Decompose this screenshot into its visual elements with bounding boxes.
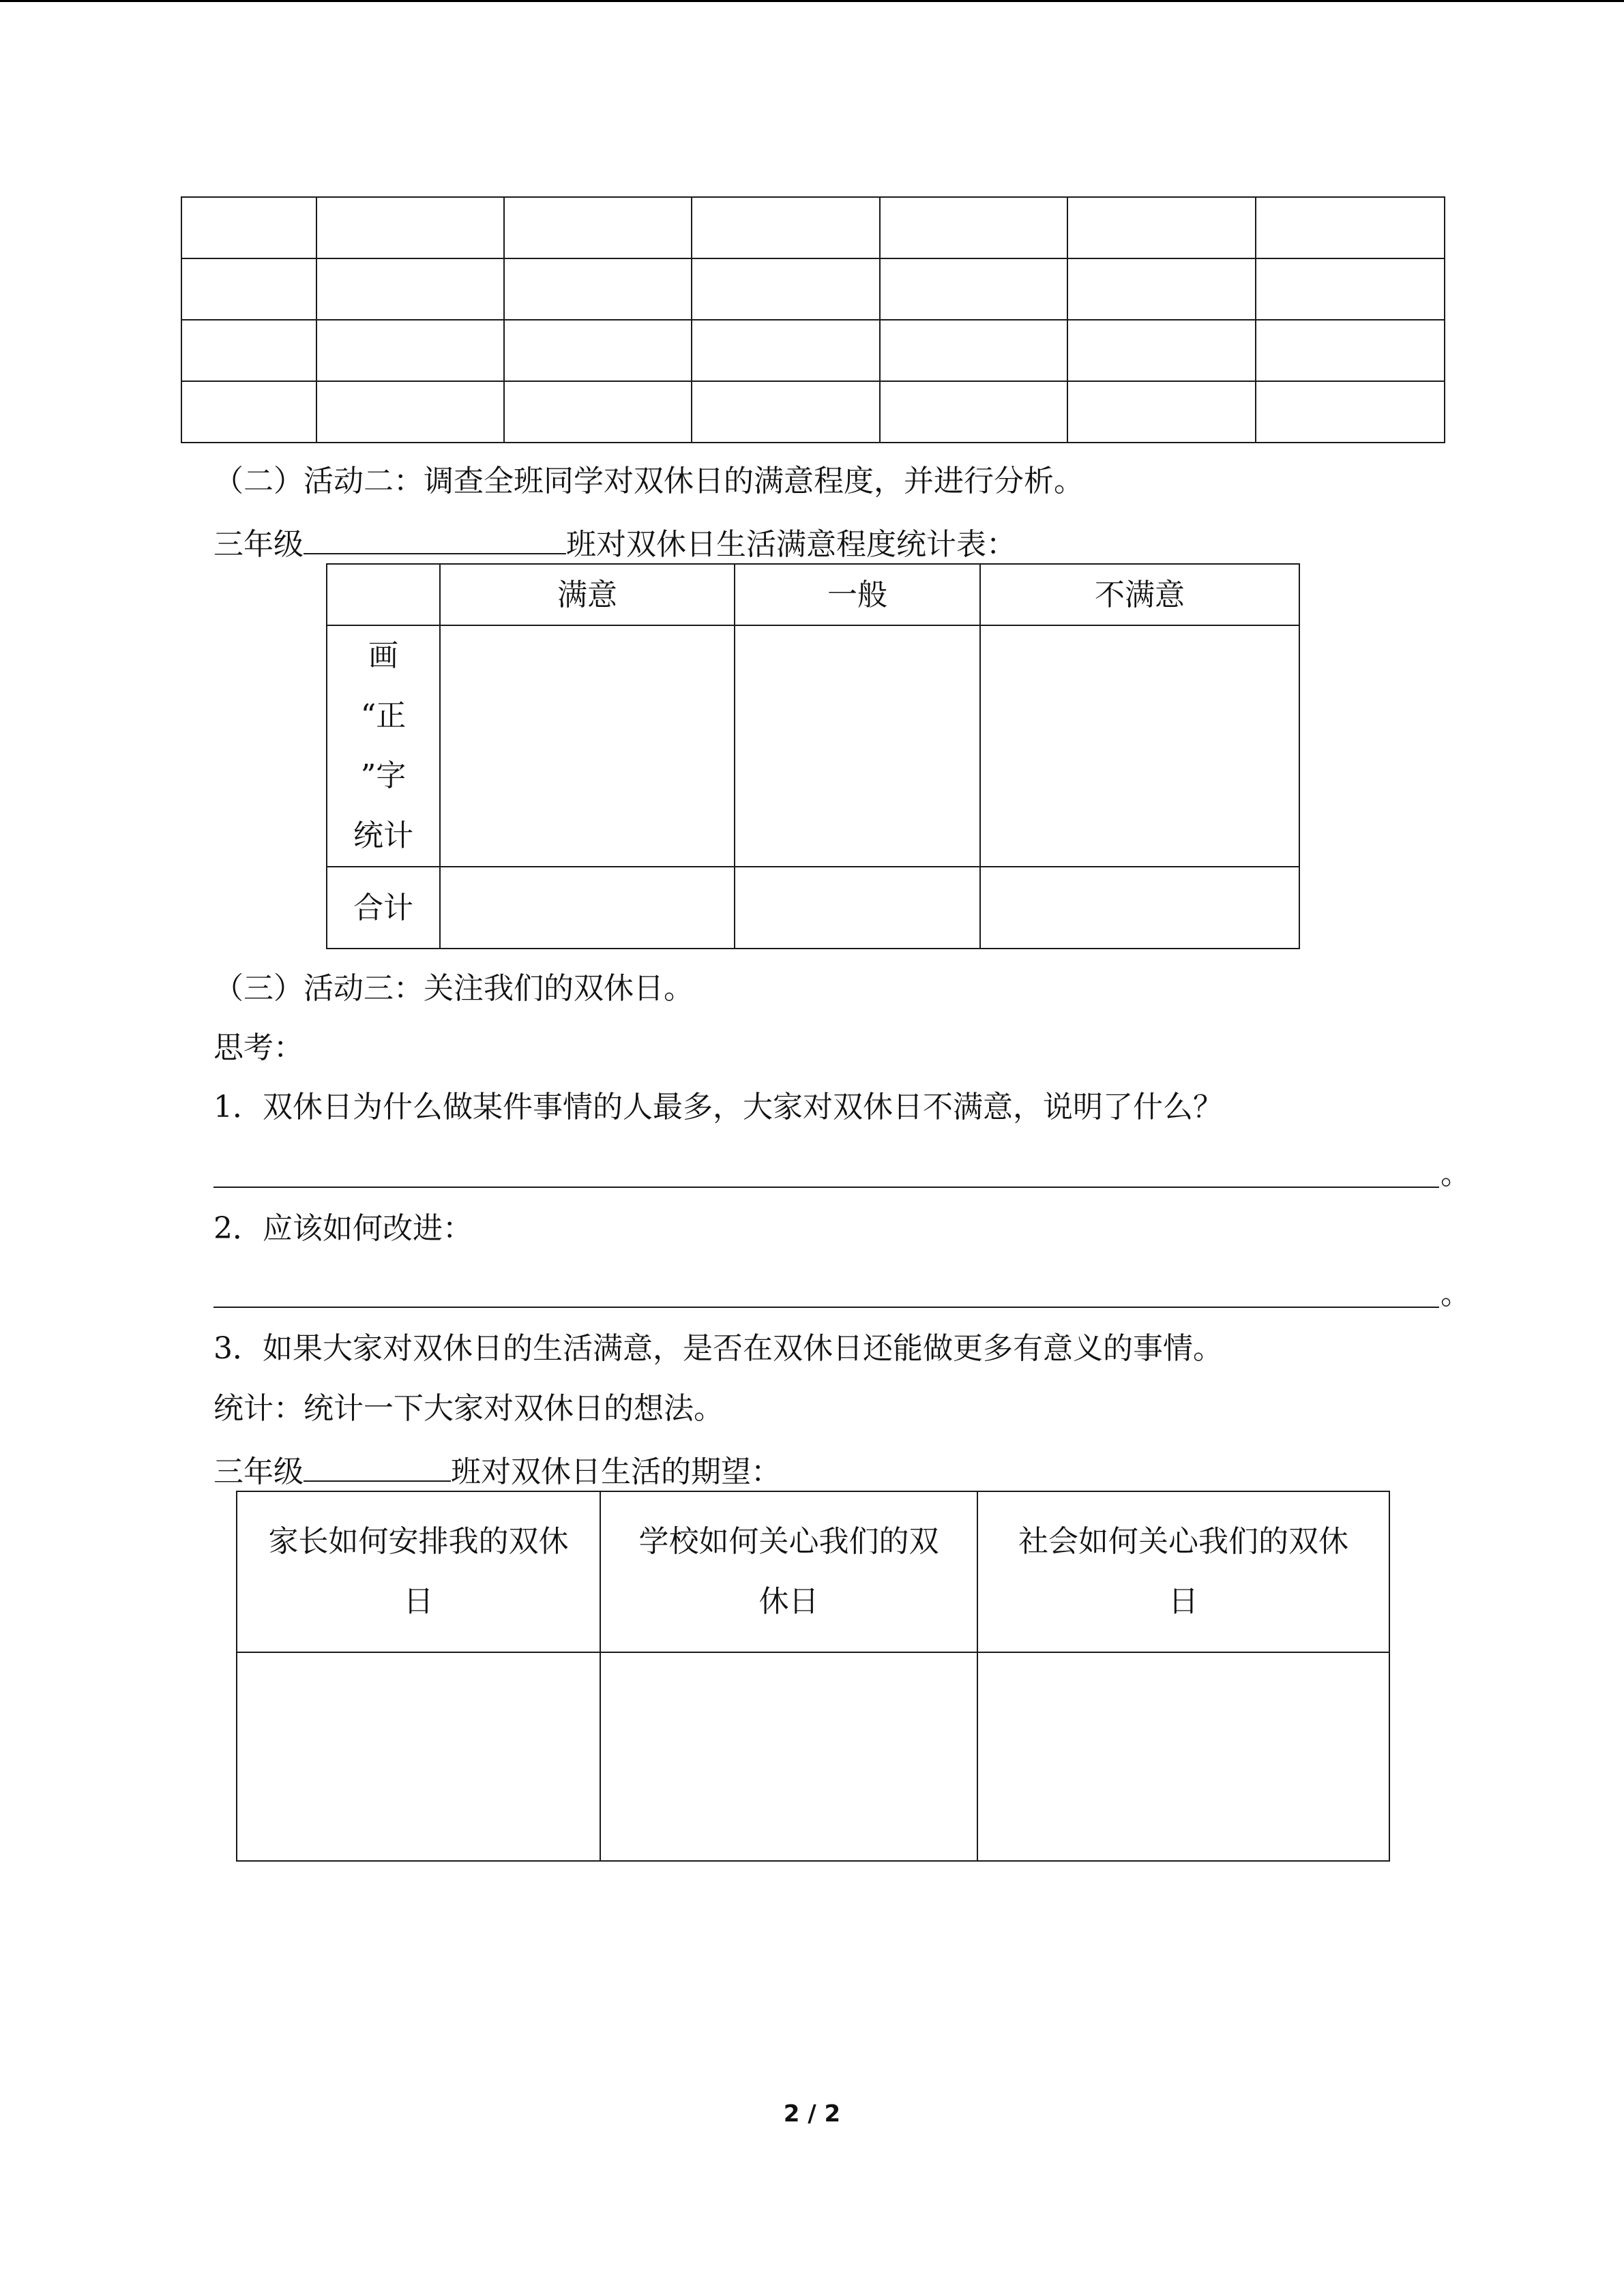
table-row [327,867,1299,949]
table-cell[interactable] [181,197,316,258]
table-cell[interactable] [880,381,1067,443]
expectation-table-title [213,1450,781,1491]
class-number-blank[interactable] [304,523,566,554]
row-header-tally [327,625,440,867]
satisfaction-table-title [213,523,1016,563]
table-row [181,197,1445,258]
page-number: 2 / 2 [783,2100,841,2128]
table-cell[interactable] [1256,381,1445,443]
table-cell[interactable] [880,258,1067,320]
table-header-row [237,1491,1389,1652]
table-cell[interactable] [1067,258,1256,320]
activity-three-heading: （三）活动三：关注我们的双休日。 [213,971,694,1006]
table-row [237,1652,1389,1861]
satisfaction-stats-table [326,563,1300,949]
table-cell[interactable] [1256,320,1445,381]
table-cell[interactable] [504,197,692,258]
table-row [181,258,1445,320]
table-header-row [327,564,1299,625]
stats-line: 统计：统计一下大家对双休日的想法。 [213,1391,724,1426]
table-cell[interactable] [692,258,880,320]
header-parents [237,1491,600,1652]
tally-cell-satisfied[interactable] [440,625,735,867]
question-2: 2．应该如何改进： [213,1211,473,1246]
row-header-line: ”字 [360,758,407,793]
tally-cell-neutral[interactable] [735,625,980,867]
table-row [327,625,1299,867]
row-header-total: 合计 [327,867,440,949]
table-cell[interactable] [181,381,316,443]
column-header-unsatisfied: 不满意 [980,564,1299,625]
class-suffix-label: 班对双休日生活的期望： [451,1455,781,1489]
activity-two-heading: （二）活动二：调查全班同学对双休日的满意程度，并进行分析。 [213,464,1084,498]
answer-cell-school[interactable] [600,1652,977,1861]
question-1: 1．双休日为什么做某件事情的人最多，大家对双休日不满意，说明了什么？ [213,1090,1223,1124]
tally-cell-unsatisfied[interactable] [980,625,1299,867]
row-header-line: “正 [360,698,407,733]
page-top-border [0,0,1624,2]
row-header-line: 画 [368,638,398,673]
table-cell[interactable] [1256,197,1445,258]
table-cell[interactable] [692,197,880,258]
table-cell[interactable] [504,381,692,443]
row-header-line: 统计 [353,818,413,853]
table-cell[interactable] [692,381,880,443]
header-line: 日 [403,1584,434,1619]
activity-one-table-continuation [181,196,1445,443]
class-suffix-label: 班对双休日生活满意程度统计表： [566,527,1016,562]
answer-cell-society[interactable] [977,1652,1389,1861]
table-cell[interactable] [692,320,880,381]
table-cell[interactable] [316,381,504,443]
table-cell[interactable] [181,258,316,320]
table-row [181,320,1445,381]
table-cell[interactable] [316,258,504,320]
answer-2-line[interactable] [213,1307,1439,1308]
class-prefix-label: 三年级 [213,1455,304,1489]
table-cell[interactable] [504,258,692,320]
table-cell[interactable] [880,320,1067,381]
table-cell[interactable] [316,320,504,381]
header-line: 休日 [758,1584,819,1619]
answer-1-line[interactable] [213,1187,1439,1188]
expectation-table [236,1491,1390,1862]
question-3: 3．如果大家对双休日的生活满意，是否在双休日还能做更多有意义的事情。 [213,1331,1223,1366]
answer-2-end-mark: 。 [1441,1277,1471,1311]
table-cell[interactable] [1067,381,1256,443]
table-cell[interactable] [1067,320,1256,381]
header-society [977,1491,1389,1652]
table-cell[interactable] [316,197,504,258]
table-cell[interactable] [1067,197,1256,258]
table-cell[interactable] [880,197,1067,258]
header-line: 学校如何关心我们的双 [638,1524,939,1559]
total-cell-neutral[interactable] [735,867,980,949]
header-empty-cell [327,564,440,625]
table-cell[interactable] [504,320,692,381]
table-row [181,381,1445,443]
answer-1-end-mark: 。 [1441,1157,1471,1191]
table-cell[interactable] [1256,258,1445,320]
class-number-blank[interactable] [304,1450,451,1482]
class-prefix-label: 三年级 [213,527,304,562]
table-cell[interactable] [181,320,316,381]
answer-cell-parents[interactable] [237,1652,600,1861]
header-school [600,1491,977,1652]
total-cell-unsatisfied[interactable] [980,867,1299,949]
header-line: 社会如何关心我们的双休 [1018,1524,1348,1559]
column-header-neutral: 一般 [735,564,980,625]
header-line: 家长如何安排我的双休 [268,1524,569,1559]
column-header-satisfied: 满意 [440,564,735,625]
think-label: 思考： [213,1030,304,1065]
total-cell-satisfied[interactable] [440,867,735,949]
header-line: 日 [1168,1584,1198,1619]
